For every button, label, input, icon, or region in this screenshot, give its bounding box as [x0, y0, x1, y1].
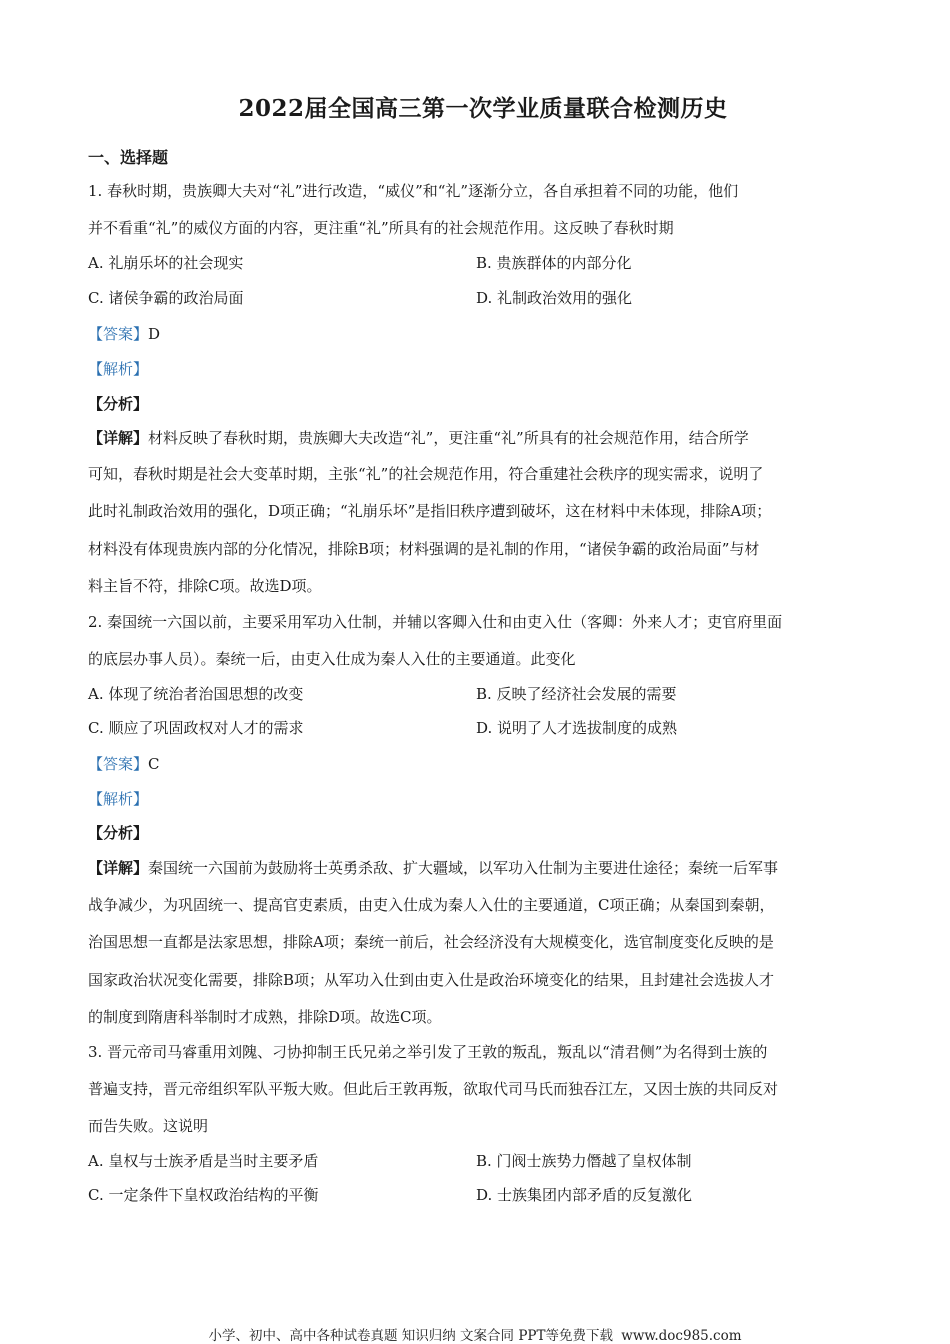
section-heading: 一、选择题 [88, 148, 169, 167]
q2-detail-text-1: 秦国统一六国前为鼓励将士英勇杀敌、扩大疆域，以军功入仕制为主要进仕途径；秦统一后军事 [148, 859, 779, 877]
answer-tag: 【答案】 [88, 325, 149, 343]
page-title: 2022届全国高三第一次学业质量联合检测历史 [238, 95, 728, 122]
q2-stem-line-1: 2. 秦国统一六国以前，主要采用军功入仕制，并辅以客卿入仕和由吏入仕（客卿：外来人才；吏官府里面 [88, 613, 783, 631]
q1-stem-line-1: 1. 春秋时期，贵族卿大夫对“礼”进行改造，“威仪”和“礼”逐渐分立，各自承担着不同的功能，他们 [88, 182, 739, 200]
q1-option-d: D. 礼制政治效用的强化 [476, 289, 633, 307]
q1-analysis [88, 359, 148, 379]
answer-tag: 【答案】 [88, 755, 149, 773]
q2-option-c: C. 顺应了巩固政权对人才的需求 [88, 719, 304, 737]
q1-stem-line-2: 并不看重“礼”的威仪方面的内容，更注重“礼”所具有的社会规范作用。这反映了春秋时期 [88, 219, 674, 237]
detail-tag: 【详解】 [88, 429, 149, 447]
detail-tag: 【详解】 [88, 859, 149, 877]
q2-analysis [88, 789, 148, 809]
q2-option-b: B. 反映了经济社会发展的需要 [476, 685, 677, 703]
q3-stem-line-2: 普遍支持，晋元帝组织军队平叛大败。但此后王敦再叛，欲取代司马氏而独吞江左，又因士族的共同反对 [88, 1080, 779, 1098]
q2-detail-line-4: 国家政治状况变化需要，排除B项；从军功入仕到由吏入仕是政治环境变化的结果，且封建社会选拔人才 [88, 971, 775, 989]
q1-fenxi: 【分析】 [88, 395, 149, 413]
q1-detail-text-1: 材料反映了春秋时期，贵族卿大夫改造“礼”，更注重“礼”所具有的社会规范作用，结合所学 [148, 429, 749, 447]
q3-option-a: A. 皇权与士族矛盾是当时主要矛盾 [88, 1152, 319, 1170]
q1-detail-line-5: 料主旨不符，排除C项。故选D项。 [88, 577, 322, 595]
q1-detail-line-3: 此时礼制政治效用的强化，D项正确；“礼崩乐坏”是指旧秩序遭到破坏，这在材料中未体现，排除A项； [88, 502, 772, 520]
q2-fenxi: 【分析】 [88, 824, 149, 842]
footer-link[interactable]: www.doc985.com [621, 1328, 742, 1344]
q3-option-c: C. 一定条件下皇权政治结构的平衡 [88, 1186, 319, 1204]
q2-stem-line-2: 的底层办事人员）。秦统一后，由吏入仕成为秦人入仕的主要通道。此变化 [88, 650, 576, 668]
q1-detail-line-4: 材料没有体现贵族内部的分化情况，排除B项；材料强调的是礼制的作用，“诸侯争霸的政治局面”与材 [88, 540, 760, 558]
footer-text: 小学、初中、高中各种试卷真题 知识归纳 文案合同 PPT等免费下载 [208, 1328, 613, 1344]
q1-answer [88, 324, 160, 344]
q3-option-b: B. 门阀士族势力僭越了皇权体制 [476, 1152, 692, 1170]
q2-detail-line-3: 治国思想一直都是法家思想，排除A项；秦统一前后，社会经济没有大规模变化，选官制度变化反映的是 [88, 933, 774, 951]
q2-answer-value: C [148, 755, 160, 773]
analysis-tag: 【解析】 [88, 790, 149, 808]
q2-detail-line-5: 的制度到隋唐科举制时才成熟，排除D项。故选C项。 [88, 1008, 442, 1026]
q1-detail-line-1 [88, 428, 749, 448]
q2-answer [88, 754, 160, 774]
analysis-tag: 【解析】 [88, 360, 149, 378]
q1-option-b: B. 贵族群体的内部分化 [476, 254, 632, 272]
q2-detail-line-2: 战争减少，为巩固统一、提高官吏素质，由吏入仕成为秦人入仕的主要通道，C项正确；从秦国到秦朝， [88, 896, 775, 914]
q2-option-a: A. 体现了统治者治国思想的改变 [88, 685, 304, 703]
q3-stem-line-3: 而告失败。这说明 [88, 1117, 209, 1135]
q2-detail-line-1 [88, 858, 778, 878]
q1-detail-line-2: 可知，春秋时期是社会大变革时期，主张“礼”的社会规范作用，符合重建社会秩序的现实需求，说明了 [88, 465, 764, 483]
q3-stem-line-1: 3. 晋元帝司马睿重用刘隗、刁协抑制王氏兄弟之举引发了王敦的叛乱，叛乱以“清君侧”为名得到士族的 [88, 1043, 768, 1061]
q1-answer-value: D [148, 325, 161, 343]
q2-option-d: D. 说明了人才选拔制度的成熟 [476, 719, 678, 737]
page-footer [0, 1324, 950, 1344]
q3-option-d: D. 士族集团内部矛盾的反复激化 [476, 1186, 693, 1204]
q1-option-c: C. 诸侯争霸的政治局面 [88, 289, 244, 307]
q1-option-a: A. 礼崩乐坏的社会现实 [88, 254, 244, 272]
